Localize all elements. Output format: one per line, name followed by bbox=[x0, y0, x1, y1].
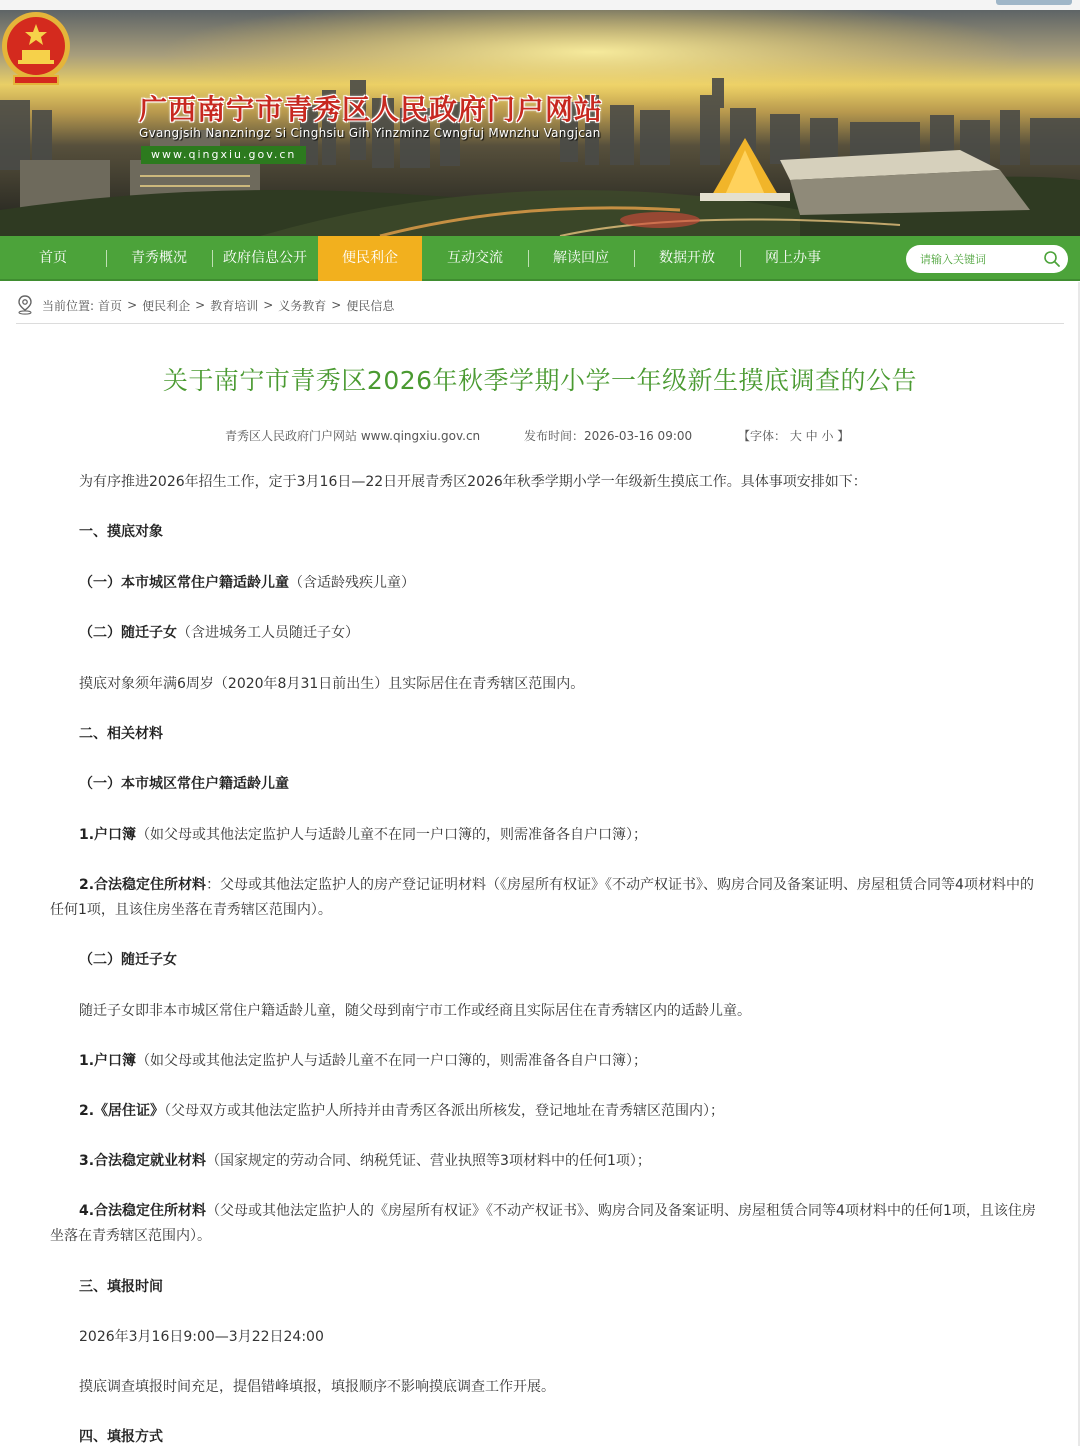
paragraph: 随迁子女即非本市城区常住户籍适龄儿童，随父母到南宁市工作或经商且实际居住在青秀辖区内的适龄儿童。 bbox=[79, 1003, 751, 1019]
nav-services[interactable]: 便民利企 bbox=[318, 236, 422, 281]
paragraph bbox=[50, 1149, 1040, 1174]
breadcrumb-education[interactable]: 教育培训 bbox=[210, 298, 259, 313]
site-title: 广西南宁市青秀区人民政府门户网站 bbox=[139, 93, 604, 126]
paragraph bbox=[50, 873, 1040, 923]
breadcrumb-prefix: 当前位置: bbox=[42, 298, 95, 313]
paragraph-text: （父母双方或其他法定监护人所持并由青秀区各派出所核发，登记地址在青秀辖区范围内）； bbox=[164, 1103, 725, 1119]
font-size-switcher[interactable]: 【字体： 大 中 小 】 bbox=[738, 429, 850, 443]
site-subtitle: Gvangjsih Nanzningz Si Cinghsiu Gih Yinzminz Cwngfuj Mwnzhu Vangjcan bbox=[139, 126, 601, 140]
site-url: www.qingxiu.gov.cn bbox=[141, 146, 306, 164]
national-emblem-logo bbox=[0, 10, 72, 90]
paragraph-text: （含适龄残疾儿童） bbox=[289, 575, 415, 591]
bold-lead: 3.合法稳定就业材料 bbox=[79, 1153, 207, 1169]
section-heading-4-text: 四、填报方式 bbox=[79, 1429, 163, 1445]
paragraph bbox=[50, 823, 1040, 848]
breadcrumb-separator: > bbox=[331, 298, 342, 312]
paragraph: 2026年3月16日9:00—3月22日24:00 bbox=[79, 1329, 324, 1345]
paragraph bbox=[50, 1199, 1040, 1249]
bold-lead: （二）随迁子女 bbox=[79, 625, 177, 641]
paragraph: 摸底调查填报时间充足，提倡错峰填报，填报顺序不影响摸底调查工作开展。 bbox=[79, 1379, 555, 1395]
sub-heading-text: （二）随迁子女 bbox=[79, 952, 177, 968]
search-input[interactable] bbox=[920, 250, 1040, 268]
bold-lead: 2.合法稳定住所材料 bbox=[79, 877, 207, 893]
article-source: 青秀区人民政府门户网站 www.qingxiu.gov.cn bbox=[225, 429, 481, 443]
breadcrumb-separator: > bbox=[127, 298, 138, 312]
breadcrumb-compulsory[interactable]: 义务教育 bbox=[278, 298, 327, 313]
paragraph bbox=[50, 1049, 1040, 1074]
paragraph bbox=[50, 571, 1040, 596]
search-icon[interactable] bbox=[1043, 250, 1061, 268]
bold-lead: 2.《居住证》 bbox=[79, 1103, 165, 1119]
section-heading-1 bbox=[50, 520, 1040, 545]
paragraph bbox=[50, 621, 1040, 646]
breadcrumb-home[interactable]: 首页 bbox=[98, 298, 123, 313]
section-heading-2 bbox=[50, 722, 1040, 747]
bold-lead: 1.户口簿 bbox=[79, 827, 137, 843]
paragraph bbox=[50, 1099, 1040, 1124]
breadcrumb-separator: > bbox=[195, 298, 206, 312]
nav-home[interactable]: 首页 bbox=[39, 250, 67, 266]
sub-heading bbox=[50, 948, 1040, 973]
location-pin-icon bbox=[16, 295, 34, 315]
section-heading-3 bbox=[50, 1275, 1040, 1300]
sub-heading bbox=[50, 772, 1040, 797]
paragraph-text: （如父母或其他法定监护人与适龄儿童不在同一户口簿的，则需准备各自户口簿）； bbox=[136, 1053, 648, 1069]
section-heading-4 bbox=[50, 1425, 1040, 1446]
nav-interpretation[interactable]: 解读回应 bbox=[553, 250, 609, 266]
breadcrumb-services[interactable]: 便民利企 bbox=[142, 298, 191, 313]
header-banner bbox=[0, 10, 1080, 236]
bold-lead: 4.合法稳定住所材料 bbox=[79, 1203, 207, 1219]
section-heading-1-text: 一、摸底对象 bbox=[79, 524, 163, 540]
paragraph: 摸底对象须年满6周岁（2020年8月31日前出生）且实际居住在青秀辖区范围内。 bbox=[79, 676, 585, 692]
nav-overview[interactable]: 青秀概况 bbox=[131, 250, 187, 266]
section-heading-2-text: 二、相关材料 bbox=[79, 726, 163, 742]
bold-lead: 1.户口簿 bbox=[79, 1053, 137, 1069]
article-title: 关于南宁市青秀区2026年秋季学期小学一年级新生摸底调查的公告 bbox=[162, 366, 918, 395]
paragraph-text: （含进城务工人员随迁子女） bbox=[177, 625, 359, 641]
breadcrumb-divider bbox=[16, 323, 1064, 324]
paragraph-text: ：父母或其他法定监护人的房产登记证明材料（《房屋所有权证》《不动产权证书》、购房合同及备案证明、房屋租赁合同等4项材料中的任何1项，且该住房坐落在青秀辖区范围内）。 bbox=[50, 877, 1034, 918]
sub-heading-text: （一）本市城区常住户籍适龄儿童 bbox=[79, 776, 289, 792]
nav-online-services[interactable]: 网上办事 bbox=[765, 250, 821, 266]
paragraph-text: （国家规定的劳动合同、纳税凭证、营业执照等3项材料中的任何1项）； bbox=[206, 1153, 651, 1169]
publish-time: 发布时间：2026-03-16 09:00 bbox=[524, 429, 693, 443]
article-intro: 为有序推进2026年招生工作，定于3月16日—22日开展青秀区2026年秋季学期小学一年级新生摸底工作。具体事项安排如下： bbox=[79, 474, 867, 490]
breadcrumb-separator: > bbox=[263, 298, 274, 312]
nav-gov-info[interactable]: 政府信息公开 bbox=[223, 250, 307, 266]
nav-open-data[interactable]: 数据开放 bbox=[659, 250, 715, 266]
browser-tab[interactable] bbox=[996, 0, 1072, 5]
bold-lead: （一）本市城区常住户籍适龄儿童 bbox=[79, 575, 289, 591]
paragraph-text: （如父母或其他法定监护人与适龄儿童不在同一户口簿的，则需准备各自户口簿）； bbox=[136, 827, 648, 843]
section-heading-3-text: 三、填报时间 bbox=[79, 1279, 163, 1295]
breadcrumb-info[interactable]: 便民信息 bbox=[346, 298, 395, 313]
paragraph-text: （父母或其他法定监护人的《房屋所有权证》《不动产权证书》、购房合同及备案证明、房屋租赁合同等4项材料中的任何1项，且该住房坐落在青秀辖区范围内）。 bbox=[50, 1203, 1036, 1244]
nav-interaction[interactable]: 互动交流 bbox=[447, 250, 503, 266]
browser-top-strip bbox=[0, 0, 1080, 10]
breadcrumb bbox=[16, 294, 398, 316]
search-box bbox=[906, 245, 1068, 273]
